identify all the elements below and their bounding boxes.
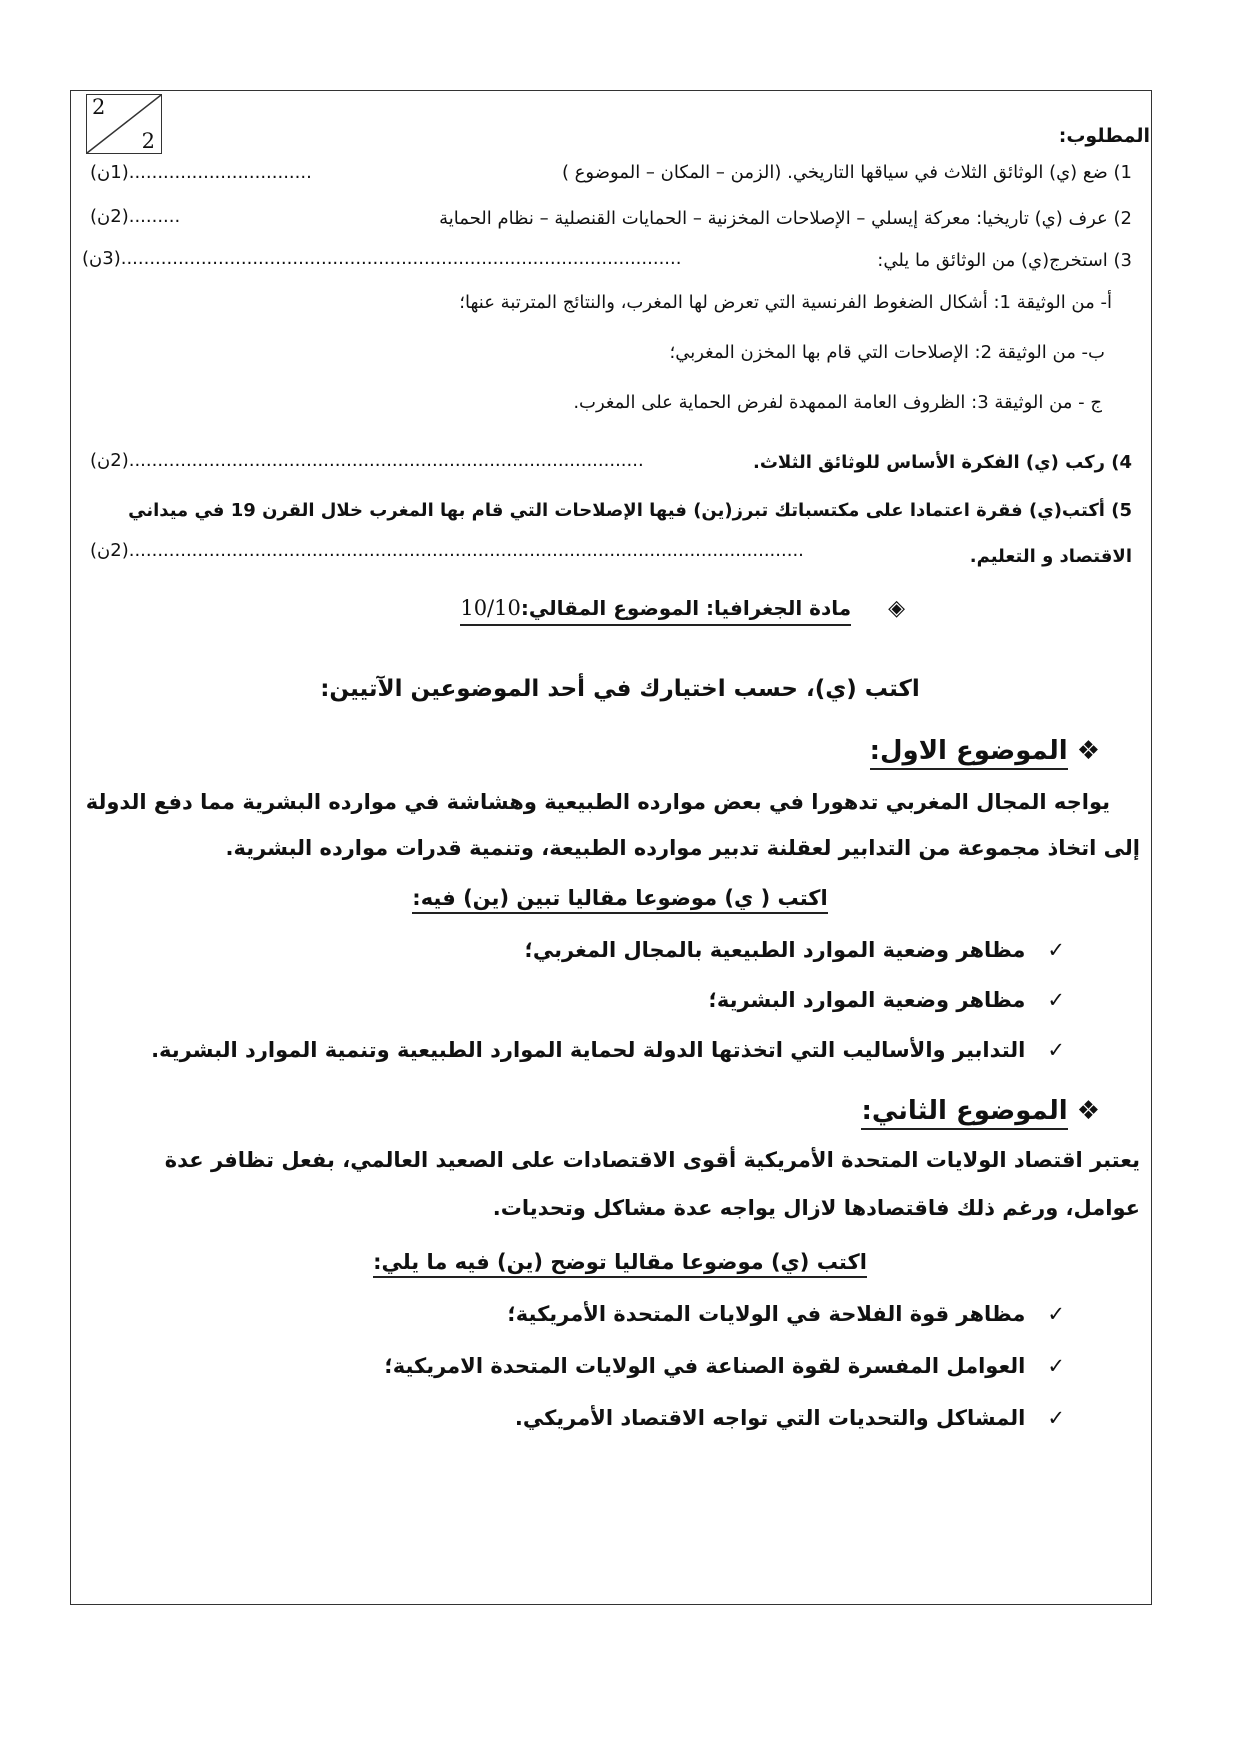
question-5-line1: 5) أكتب(ي) فقرة اعتمادا على مكتسباتك تبرز(ين) فيها الإصلاحات التي قام بها المغرب خلال القرن 19 في ميداني — [128, 500, 1132, 521]
question-5-line2: الاقتصاد و التعليم. — [969, 546, 1132, 567]
topic-2-title — [861, 1096, 1100, 1126]
question-3b: ب- من الوثيقة 2: الإصلاحات التي قام بها المخزن المغربي؛ — [669, 342, 1105, 363]
diamond-icon: ◈ — [888, 596, 905, 621]
geography-heading — [460, 596, 905, 621]
topic-1-para-line2: إلى اتخاذ مجموعة من التدابير لعقلنة تدبير موارده الطبيعة، وتنمية قدرات موارده البشرية. — [225, 836, 1140, 860]
topic-2-para-line2: عوامل، ورغم ذلك فاقتصادها لازال يواجه عدة مشاكل وتحديات. — [492, 1196, 1140, 1220]
question-2-score: .........(2ن) — [90, 206, 181, 227]
topic-2-task: اكتب (ي) موضوعا مقاليا توضح (ين) فيه ما يلي: — [0, 1250, 1240, 1274]
question-1: 1) ضع (ي) الوثائق الثلاث في سياقها التاريخي. (الزمن – المكان – الموضوع ) — [561, 162, 1132, 183]
topic-2-bullet-2: ✓العوامل المفسرة لقوة الصناعة في الولايات المتحدة الامريكية؛ — [384, 1354, 1065, 1378]
page-number-top: 2 — [92, 95, 106, 119]
required-title: المطلوب: — [1058, 125, 1150, 147]
check-icon: ✓ — [1047, 1038, 1065, 1062]
check-icon: ✓ — [1047, 938, 1065, 962]
question-5-score: ......................................................................................................................(2ن) — [90, 540, 804, 561]
page-number-bottom: 2 — [141, 129, 155, 153]
geography-heading-score: 10/10 — [460, 596, 521, 620]
topic-1-bullet-2: ✓مظاهر وضعية الموارد البشرية؛ — [708, 988, 1065, 1012]
check-icon: ✓ — [1047, 1302, 1065, 1326]
star-icon: ❖ — [1076, 736, 1100, 766]
topic-1-bullet-1: ✓مظاهر وضعية الموارد الطبيعية بالمجال المغربي؛ — [524, 938, 1065, 962]
question-3-score: ..................................................................................................(3ن) — [82, 248, 682, 269]
topic-1-title — [870, 736, 1100, 766]
topic-2-title-text: الموضوع الثاني: — [861, 1096, 1067, 1130]
topic-2-para-line1: يعتبر اقتصاد الولايات المتحدة الأمريكية أقوى الاقتصادات على الصعيد العالمي، بفعل تظافر عدة — [164, 1148, 1140, 1172]
geography-heading-text: مادة الجغرافيا: الموضوع المقالي:10/10 — [460, 596, 851, 626]
topic-2-bullet-3: ✓المشاكل والتحديات التي تواجه الاقتصاد الأمريكي. — [514, 1406, 1065, 1430]
question-1-score: ................................(1ن) — [90, 162, 312, 183]
check-icon: ✓ — [1047, 988, 1065, 1012]
topic-1-task: اكتب ( ي) موضوعا مقاليا تبين (ين) فيه: — [0, 886, 1240, 910]
question-4-score: ..........................................................................................(2ن) — [90, 450, 644, 471]
topic-1-para-line1: يواجه المجال المغربي تدهورا في بعض موارده الطبيعية وهشاشة في موارده البشرية مما دفع الدولة — [85, 790, 1110, 814]
question-3c: ج - من الوثيقة 3: الظروف العامة الممهدة لفرض الحماية على المغرب. — [573, 392, 1102, 413]
star-icon: ❖ — [1076, 1096, 1100, 1126]
topic-1-title-text: الموضوع الاول: — [870, 736, 1068, 770]
check-icon: ✓ — [1047, 1354, 1065, 1378]
topic-2-bullet-1: ✓مظاهر قوة الفلاحة في الولايات المتحدة الأمريكية؛ — [507, 1302, 1065, 1326]
topic-1-bullet-3: ✓التدابير والأساليب التي اتخذتها الدولة لحماية الموارد الطبيعية وتنمية الموارد البشرية. — [151, 1038, 1065, 1062]
question-4: 4) ركب (ي) الفكرة الأساس للوثائق الثلاث. — [753, 452, 1132, 473]
question-2: 2) عرف (ي) تاريخيا: معركة إيسلي – الإصلاحات المخزنية – الحمايات القنصلية – نظام الحماية — [439, 208, 1132, 229]
check-icon: ✓ — [1047, 1406, 1065, 1430]
question-3: 3) استخرج(ي) من الوثائق ما يلي: — [877, 250, 1132, 271]
page-number-box — [86, 94, 162, 154]
choice-instruction: اكتب (ي)، حسب اختيارك في أحد الموضوعين الآتيين: — [320, 676, 920, 702]
question-3a: أ- من الوثيقة 1: أشكال الضغوط الفرنسية التي تعرض لها المغرب، والنتائج المترتبة عنها؛ — [459, 292, 1112, 313]
